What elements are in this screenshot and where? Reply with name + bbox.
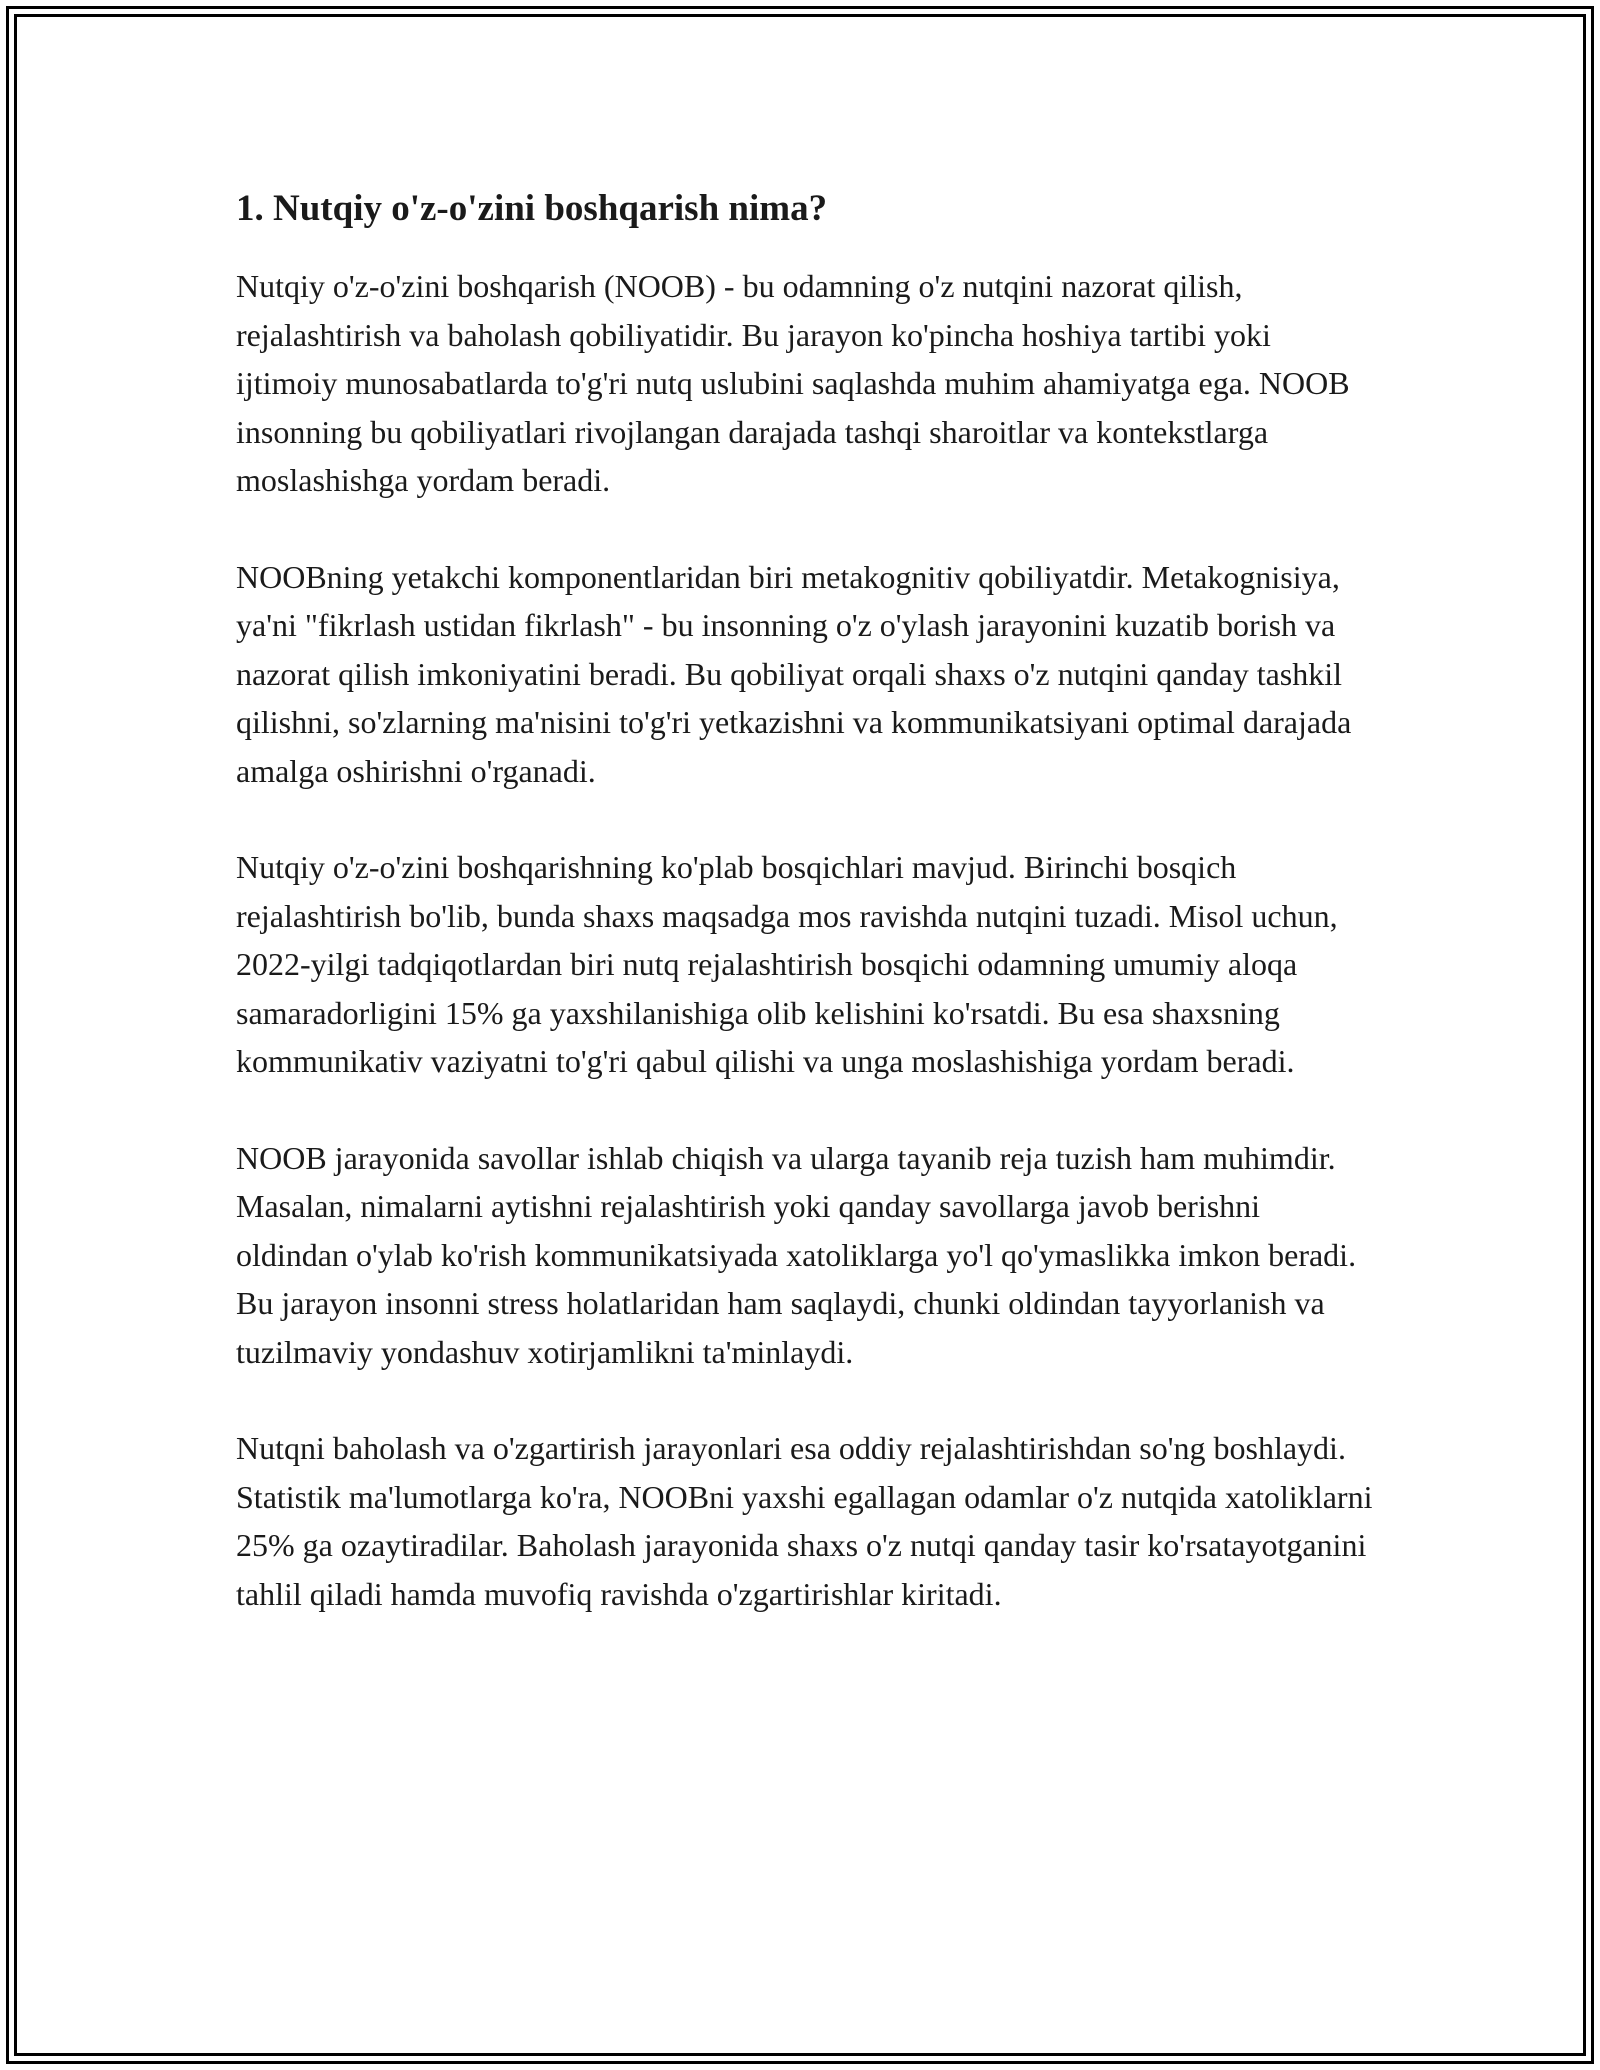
section-heading: 1. Nutqiy o'z-o'zini boshqarish nima? — [236, 188, 828, 229]
paragraph-3: Nutqiy o'z-o'zini boshqarishning ko'plab bosqichlari mavjud. Birinchi bosqich rejalashtirish bo'lib, bunda shaxs maqsadga mos ravishda nutqini tuzadi. Misol uchun, 2022-yilgi tadqiqotlardan biri nutq rejalashtirish bosqichi odamning umumiy aloqa samaradorligini 15% ga yaxshilanishiga olib kelishini ko'rsatdi. Bu esa shaxsning kommunikativ vaziyatni to'g'ri qabul qilishi va unga moslashishiga yordam beradi. — [236, 849, 1338, 1079]
paragraph-2: NOOBning yetakchi komponentlaridan biri metakognitiv qobiliyatdir. Metakognisiya, ya'ni "fikrlash ustidan fikrlash" - bu insonning o'z o'ylash jarayonini kuzatib borish va nazorat qilish imkoniyatini beradi. Bu qobiliyat orqali shaxs o'z nutqini qanday tashkil qilishni, so'zlarning ma'nisini to'g'ri yetkazishni va kommunikatsiyani optimal darajada amalga oshirishni o'rganadi. — [236, 558, 1352, 789]
document-body — [236, 186, 1376, 1666]
paragraph-5: Nutqni baholash va o'zgartirish jarayonlari esa oddiy rejalashtirishdan so'ng boshlaydi. Statistik ma'lumotlarga ko'ra, NOOBni yaxshi egallagan odamlar o'z nutqida xatoliklarni 25% ga ozaytiradilar. Baholash jarayonida shaxs o'z nutqi qanday tasir ko'rsatayotganini tahlil qiladi hamda muvofiq ravishda o'zgartirishlar kiritadi. — [236, 1430, 1373, 1612]
paragraph-1: Nutqiy o'z-o'zini boshqarish (NOOB) - bu odamning o'z nutqini nazorat qilish, rejalashtirish va baholash qobiliyatidir. Bu jarayon ko'pincha hoshiya tartibi yoki ijtimoiy munosabatlarda to'g'ri nutq uslubini saqlashda muhim ahamiyatga ega. NOOB insonning bu qobiliyatlari rivojlangan darajada tashqi sharoitlar va kontekstlarga moslashishga yordam beradi. — [236, 268, 1350, 498]
paragraph-4: NOOB jarayonida savollar ishlab chiqish va ularga tayanib reja tuzish ham muhimdir. Masalan, nimalarni aytishni rejalashtirish yoki qanday savollarga javob berishni oldindan o'ylab ko'rish kommunikatsiyada xatoliklarga yo'l qo'ymaslikka imkon beradi. Bu jarayon insonni stress holatlaridan ham saqlaydi, chunki oldindan tayyorlanish va tuzilmaviy yondashuv xotirjamlikni ta'minlaydi. — [236, 1139, 1357, 1370]
